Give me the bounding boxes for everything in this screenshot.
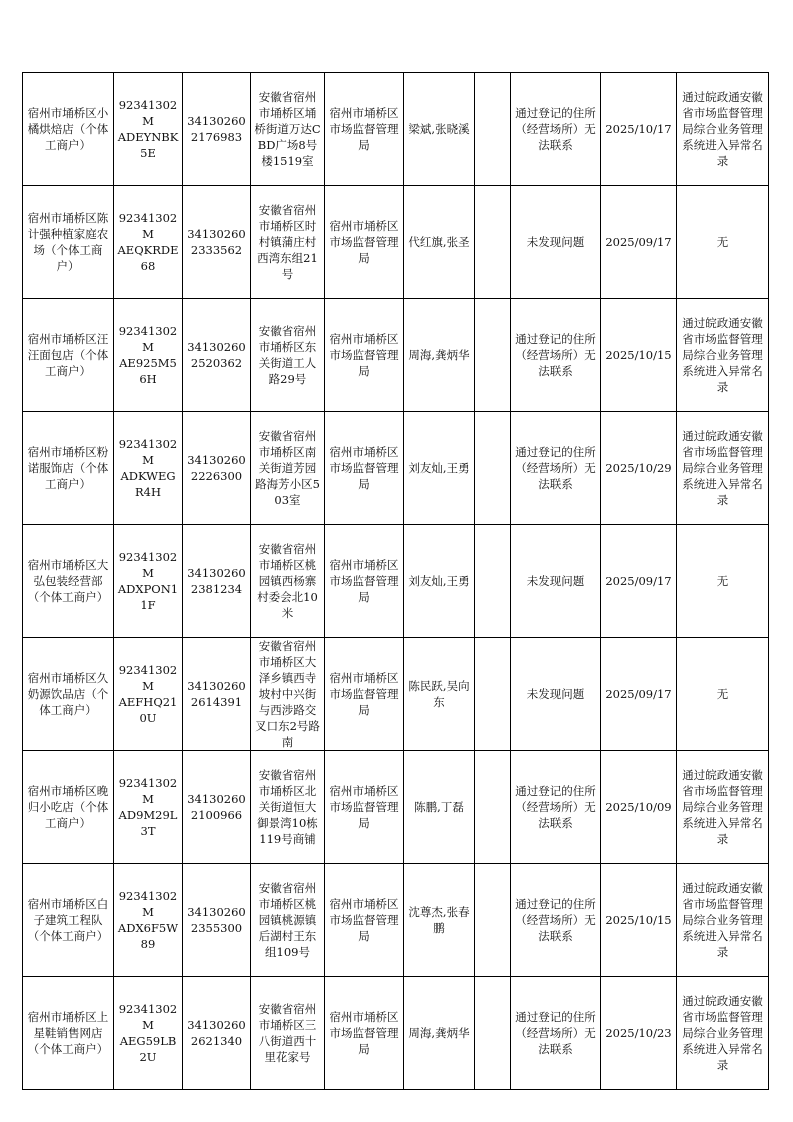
authority-cell: 宿州市埇桥区市场监督管理局	[325, 73, 404, 186]
inspection-date-cell: 2025/09/17	[601, 638, 677, 751]
inspection-result-cell: 通过登记的住所（经营场所）无法联系	[511, 73, 601, 186]
credit-code-line: 92341302M	[118, 776, 178, 806]
inspectors-cell: 周海,龚炳华	[404, 299, 475, 412]
blank-cell	[475, 73, 511, 186]
registration-number-line: 34130260	[187, 792, 246, 806]
credit-code-line: AEFHQ210U	[118, 695, 178, 725]
handling-cell: 通过皖政通安徽省市场监督管理局综合业务管理系统进入异常名录	[677, 299, 769, 412]
handling-cell: 通过皖政通安徽省市场监督管理局综合业务管理系统进入异常名录	[677, 864, 769, 977]
credit-code-line: ADXPON11F	[117, 582, 179, 612]
inspection-result-cell: 未发现问题	[511, 186, 601, 299]
address-cell: 安徽省宿州市埇桥区大泽乡镇西寺坡村中兴街与西涉路交叉口东2号路南	[251, 638, 325, 751]
authority-cell: 宿州市埇桥区市场监督管理局	[325, 412, 404, 525]
credit-code-cell	[114, 73, 183, 186]
inspection-result-cell: 通过登记的住所（经营场所）无法联系	[511, 412, 601, 525]
table-body	[23, 73, 769, 1090]
blank-cell	[475, 186, 511, 299]
handling-cell: 通过皖政通安徽省市场监督管理局综合业务管理系统进入异常名录	[677, 73, 769, 186]
registration-number-line: 2333562	[190, 243, 243, 257]
credit-code-line: AEG59LB2U	[119, 1034, 177, 1064]
address-cell: 安徽省宿州市埇桥区埇桥街道万达CBD广场8号楼1519室	[251, 73, 325, 186]
blank-cell	[475, 977, 511, 1090]
credit-code-line: AD9M29L3T	[118, 808, 178, 838]
authority-cell: 宿州市埇桥区市场监督管理局	[325, 525, 404, 638]
handling-cell: 无	[677, 525, 769, 638]
registration-number-line: 34130260	[187, 453, 246, 467]
inspectors-cell: 刘友灿,王勇	[404, 525, 475, 638]
inspectors-cell: 刘友灿,王勇	[404, 412, 475, 525]
registration-number-line: 34130260	[187, 114, 246, 128]
blank-cell	[475, 864, 511, 977]
authority-cell: 宿州市埇桥区市场监督管理局	[325, 751, 404, 864]
registration-number-line: 2520362	[190, 356, 243, 370]
credit-code-line: ADKWEGR4H	[120, 469, 176, 499]
credit-code-cell	[114, 299, 183, 412]
registration-number-cell	[183, 412, 251, 525]
handling-cell: 通过皖政通安徽省市场监督管理局综合业务管理系统进入异常名录	[677, 751, 769, 864]
inspection-result-cell: 通过登记的住所（经营场所）无法联系	[511, 751, 601, 864]
inspectors-cell: 代红旗,张圣	[404, 186, 475, 299]
registration-number-cell	[183, 864, 251, 977]
authority-cell: 宿州市埇桥区市场监督管理局	[325, 864, 404, 977]
registration-number-cell	[183, 186, 251, 299]
address-cell: 安徽省宿州市埇桥区桃园镇西杨寨村委会北10米	[251, 525, 325, 638]
registration-number-cell	[183, 299, 251, 412]
inspection-date-cell: 2025/10/15	[601, 299, 677, 412]
registration-number-line: 2355300	[190, 921, 243, 935]
enterprise-name-cell: 宿州市埇桥区汪汪面包店（个体工商户）	[23, 299, 114, 412]
authority-cell: 宿州市埇桥区市场监督管理局	[325, 299, 404, 412]
table-row	[23, 525, 769, 638]
inspection-date-cell: 2025/10/09	[601, 751, 677, 864]
inspection-result-cell: 未发现问题	[511, 525, 601, 638]
credit-code-line: 92341302M	[118, 324, 178, 354]
credit-code-cell	[114, 977, 183, 1090]
enterprise-name-cell: 宿州市埇桥区粉诺服饰店（个体工商户）	[23, 412, 114, 525]
enterprise-name-cell: 宿州市埇桥区晚归小吃店（个体工商户）	[23, 751, 114, 864]
credit-code-line: 92341302M	[118, 211, 178, 241]
credit-code-line: 92341302M	[118, 437, 178, 467]
registration-number-line: 2614391	[190, 695, 243, 709]
blank-cell	[475, 299, 511, 412]
registration-number-line: 34130260	[187, 340, 246, 354]
registration-number-cell	[183, 73, 251, 186]
handling-cell: 通过皖政通安徽省市场监督管理局综合业务管理系统进入异常名录	[677, 412, 769, 525]
registration-number-cell	[183, 638, 251, 751]
inspection-result-cell: 未发现问题	[511, 638, 601, 751]
inspection-date-cell: 2025/10/29	[601, 412, 677, 525]
blank-cell	[475, 525, 511, 638]
registration-number-line: 34130260	[187, 227, 246, 241]
authority-cell: 宿州市埇桥区市场监督管理局	[325, 186, 404, 299]
inspection-date-cell: 2025/10/23	[601, 977, 677, 1090]
registration-number-line: 2100966	[190, 808, 243, 822]
inspection-date-cell: 2025/10/17	[601, 73, 677, 186]
credit-code-line: AEQKRDE68	[117, 243, 179, 273]
address-cell: 安徽省宿州市埇桥区南关街道芳园路海芳小区503室	[251, 412, 325, 525]
table-row	[23, 186, 769, 299]
credit-code-cell	[114, 751, 183, 864]
address-cell: 安徽省宿州市埇桥区时村镇蒲庄村西湾东组21号	[251, 186, 325, 299]
enterprise-name-cell: 宿州市埇桥区陈计强种植家庭农场（个体工商户）	[23, 186, 114, 299]
handling-cell: 通过皖政通安徽省市场监督管理局综合业务管理系统进入异常名录	[677, 977, 769, 1090]
authority-cell: 宿州市埇桥区市场监督管理局	[325, 977, 404, 1090]
enterprise-name-cell: 宿州市埇桥区白子建筑工程队（个体工商户）	[23, 864, 114, 977]
registration-number-line: 2226300	[190, 469, 243, 483]
credit-code-line: 92341302M	[118, 98, 178, 128]
blank-cell	[475, 751, 511, 864]
table-row	[23, 638, 769, 751]
credit-code-line: 92341302M	[118, 1002, 178, 1032]
credit-code-line: ADEYNBK5E	[117, 130, 179, 160]
blank-cell	[475, 638, 511, 751]
table-row	[23, 751, 769, 864]
registration-number-line: 34130260	[187, 1018, 246, 1032]
credit-code-line: 92341302M	[118, 550, 178, 580]
registration-number-cell	[183, 751, 251, 864]
inspection-result-cell: 通过登记的住所（经营场所）无法联系	[511, 977, 601, 1090]
table-row	[23, 299, 769, 412]
credit-code-cell	[114, 186, 183, 299]
table-row	[23, 977, 769, 1090]
enterprise-name-cell: 宿州市埇桥区小橘烘焙店（个体工商户）	[23, 73, 114, 186]
inspection-date-cell: 2025/10/15	[601, 864, 677, 977]
table-row	[23, 412, 769, 525]
credit-code-cell	[114, 638, 183, 751]
address-cell: 安徽省宿州市埇桥区桃园镇桃源镇后湖村王东组109号	[251, 864, 325, 977]
credit-code-line: ADX6F5W89	[117, 921, 179, 951]
enterprise-name-cell: 宿州市埇桥区上星鞋销售网店（个体工商户）	[23, 977, 114, 1090]
table-row	[23, 864, 769, 977]
enterprise-name-cell: 宿州市埇桥区久奶源饮品店（个体工商户）	[23, 638, 114, 751]
inspectors-cell: 梁斌,张晓溪	[404, 73, 475, 186]
credit-code-cell	[114, 525, 183, 638]
inspection-date-cell: 2025/09/17	[601, 186, 677, 299]
inspection-date-cell: 2025/09/17	[601, 525, 677, 638]
registration-number-cell	[183, 525, 251, 638]
address-cell: 安徽省宿州市埇桥区北关街道恒大御景湾10栋119号商铺	[251, 751, 325, 864]
credit-code-line: AE925M56H	[119, 356, 177, 386]
registration-number-line: 2176983	[190, 130, 243, 144]
inspectors-cell: 陈民跃,吴向东	[404, 638, 475, 751]
registration-number-line: 34130260	[187, 905, 246, 919]
authority-cell: 宿州市埇桥区市场监督管理局	[325, 638, 404, 751]
registration-number-cell	[183, 977, 251, 1090]
registration-number-line: 34130260	[187, 566, 246, 580]
registration-number-line: 34130260	[187, 679, 246, 693]
address-cell: 安徽省宿州市埇桥区三八街道西十里花家号	[251, 977, 325, 1090]
enterprise-name-cell: 宿州市埇桥区大弘包装经营部（个体工商户）	[23, 525, 114, 638]
inspection-result-cell: 通过登记的住所（经营场所）无法联系	[511, 299, 601, 412]
table-row	[23, 73, 769, 186]
credit-code-cell	[114, 864, 183, 977]
registration-number-line: 2381234	[190, 582, 243, 596]
inspectors-cell: 陈鹏,丁磊	[404, 751, 475, 864]
credit-code-line: 92341302M	[118, 663, 178, 693]
handling-cell: 无	[677, 186, 769, 299]
registration-number-line: 2621340	[190, 1034, 243, 1048]
inspection-result-cell: 通过登记的住所（经营场所）无法联系	[511, 864, 601, 977]
blank-cell	[475, 412, 511, 525]
credit-code-cell	[114, 412, 183, 525]
inspection-results-table	[22, 72, 769, 1090]
inspectors-cell: 沈尊杰,张春鹏	[404, 864, 475, 977]
credit-code-line: 92341302M	[118, 889, 178, 919]
inspectors-cell: 周海,龚炳华	[404, 977, 475, 1090]
handling-cell: 无	[677, 638, 769, 751]
address-cell: 安徽省宿州市埇桥区东关街道工人路29号	[251, 299, 325, 412]
